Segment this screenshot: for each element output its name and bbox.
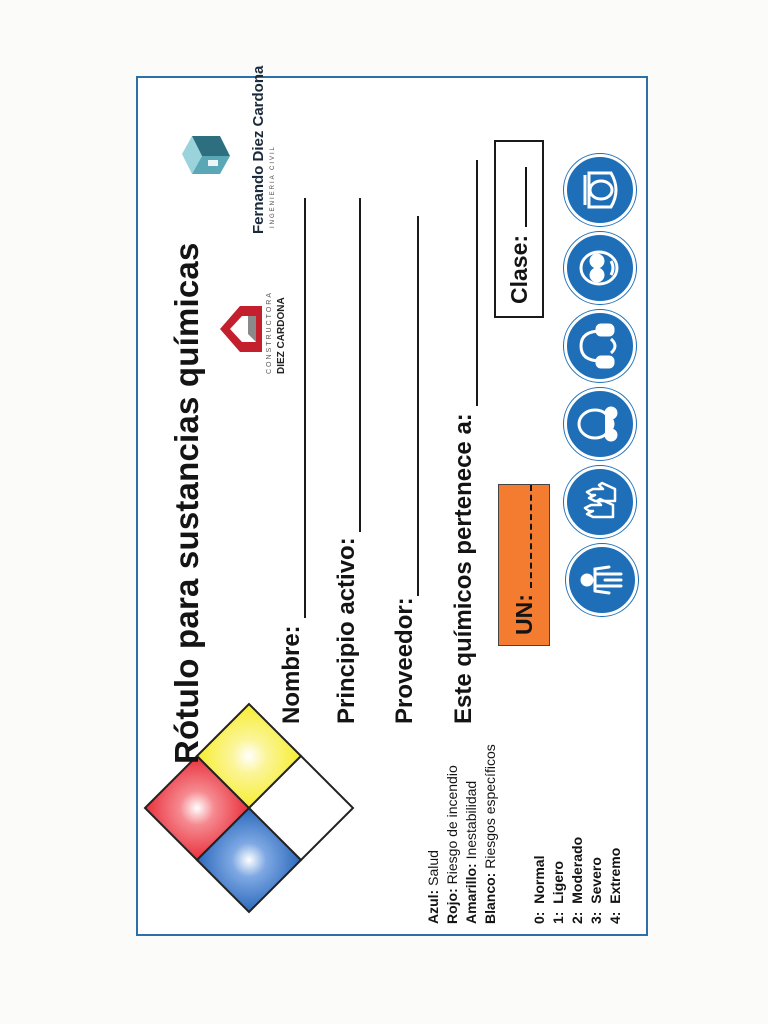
- pertenece-label: Este químicos pertenece a:: [450, 413, 477, 724]
- gloves-icon: [564, 466, 636, 538]
- un-line: [516, 485, 532, 588]
- scale-item: 3: Severo: [588, 857, 604, 924]
- legend-item-rojo: Rojo: Riesgo de incendio: [444, 765, 460, 924]
- color-legend: [424, 744, 500, 924]
- constructora-name: DIEZ CARDONA: [276, 297, 287, 374]
- clase-box[interactable]: [494, 140, 544, 318]
- goggles-icon: [564, 232, 636, 304]
- nombre-line[interactable]: [304, 198, 306, 618]
- pertenece-line[interactable]: [476, 160, 478, 406]
- ear-protection-icon: [564, 310, 636, 382]
- legend-item-azul: Azul: Salud: [425, 850, 441, 924]
- brand-logo: [178, 65, 308, 234]
- brand-name: Fernando Diez Cardona: [250, 65, 267, 234]
- scale-item: 1: Ligero: [550, 860, 566, 924]
- brand-mark-icon: [178, 130, 240, 180]
- nombre-label: Nombre:: [278, 625, 305, 724]
- face-shield-icon: [564, 154, 636, 226]
- scale-item: 2: Moderado: [569, 836, 585, 924]
- clase-label: Clase:: [505, 234, 532, 304]
- clase-line: [511, 167, 527, 227]
- principio-activo-label: Principio activo:: [333, 537, 360, 724]
- protective-suit-icon: [566, 544, 638, 616]
- scale-item: 0: Normal: [531, 855, 547, 924]
- brand-subtitle: INGENIERIA CIVIL: [270, 144, 276, 228]
- legend-item-blanco: Blanco: Riesgos específicos: [482, 744, 498, 924]
- legend-item-amarillo: Amarillo: Inestabilidad: [463, 780, 479, 924]
- constructora-small-text: CONSTRUCTORA: [266, 291, 273, 374]
- un-label: UN:: [510, 594, 537, 635]
- proveedor-label: Proveedor:: [391, 597, 418, 724]
- constructora-mark-icon: [218, 304, 264, 354]
- chemical-label-frame: [136, 65, 648, 936]
- label-content: [138, 65, 650, 934]
- scale-item: 4: Extremo: [607, 847, 623, 924]
- un-number-box[interactable]: [498, 484, 550, 646]
- label-title: Rótulo para sustancias químicas: [168, 242, 205, 764]
- risk-scale: [530, 837, 625, 924]
- proveedor-line[interactable]: [417, 216, 419, 596]
- principio-activo-line[interactable]: [359, 198, 361, 532]
- respirator-mask-icon: [564, 388, 636, 460]
- constructora-logo: [208, 234, 287, 374]
